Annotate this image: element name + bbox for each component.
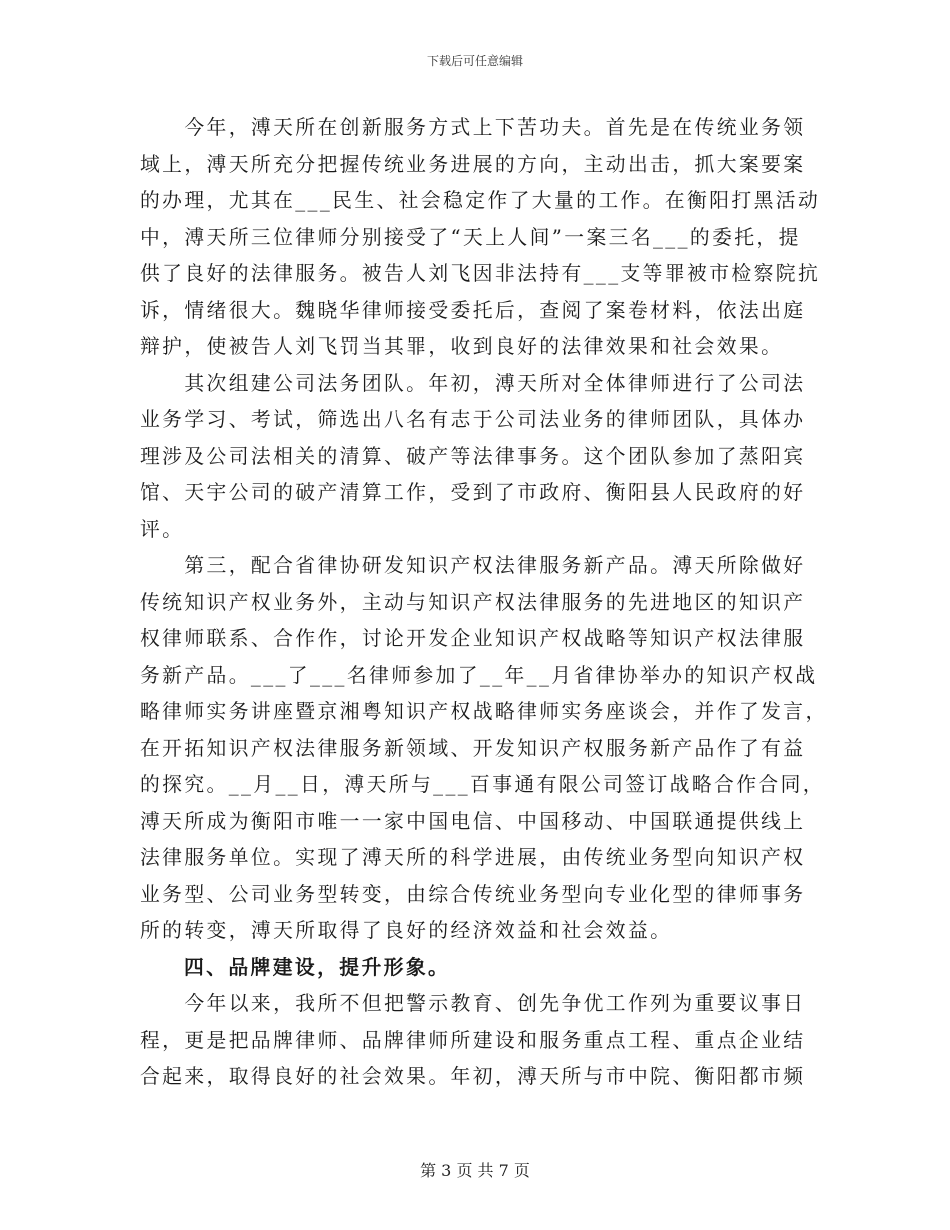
text-line: 略律师实务讲座暨京湘粤知识产权战略律师实务座谈会，并作了发言， — [140, 700, 828, 723]
text-line: 在开拓知识产权法律服务新领域、开发知识产权服务新产品作了有益 — [140, 736, 806, 760]
text-line: 辩护，使被告人刘飞罚当其罪，收到良好的法律效果和社会效果。 — [140, 335, 784, 358]
text-line: 法律服务单位。实现了溥天所的科学进展，由传统业务型向知识产权 — [140, 846, 806, 869]
section-heading: 四、品牌建设，提升形象。 — [184, 955, 451, 979]
text-line: 程，更是把品牌律师、品牌律师所建设和服务重点工程、重点企业结 — [140, 1028, 806, 1052]
page-header: 下载后可任意编辑 — [426, 54, 523, 68]
text-line: 的办理，尤其在___民生、社会稳定作了大量的工作。在衡阳打黑活动 — [140, 189, 821, 212]
document-body — [140, 110, 828, 1096]
text-line: 业务学习、考试，筛选出八名有志于公司法业务的律师团队，具体办 — [140, 408, 806, 431]
text-line: 第三，配合省律协研发知识产权法律服务新产品。溥天所除做好 — [140, 554, 806, 577]
text-line: 传统知识产权业务外，主动与知识产权法律服务的先进地区的知识产 — [140, 590, 806, 614]
text-line: 务新产品。___了___名律师参加了__年__月省律协举办的知识产权战 — [140, 663, 818, 687]
text-line: 域上，溥天所充分把握传统业务进展的方向，主动出击，抓大案要案 — [140, 152, 806, 176]
text-line: 今年，溥天所在创新服务方式上下苦功夫。首先是在传统业务领 — [140, 116, 806, 139]
text-line: 权律师联系、合作作，讨论开发企业知识产权战略等知识产权法律服 — [140, 627, 806, 650]
text-line: 理涉及公司法相关的清算、破产等法律事务。这个团队参加了蒸阳宾 — [140, 444, 806, 468]
text-line: 所的转变，溥天所取得了良好的经济效益和社会效益。 — [140, 919, 673, 942]
paragraph-legal-team — [140, 366, 806, 549]
text-line: 评。 — [140, 517, 185, 541]
text-line: 业务型、公司业务型转变，由综合传统业务型向专业化型的律师事务 — [140, 882, 806, 906]
text-line: 溥天所成为衡阳市唯一一家中国电信、中国移动、中国联通提供线上 — [140, 809, 806, 833]
text-line: 诉，情绪很大。魏晓华律师接受委托后，查阅了案卷材料，依法出庭 — [140, 298, 806, 322]
text-line: 馆、天宇公司的破产清算工作，受到了市政府、衡阳县人民政府的好 — [140, 481, 806, 504]
paragraph-innovation — [140, 110, 821, 366]
paragraph-ip-products — [140, 548, 828, 950]
paragraph-brand — [140, 986, 806, 1096]
text-line: 其次组建公司法务团队。年初，溥天所对全体律师进行了公司法 — [140, 371, 806, 395]
text-line: 的探究。__月__日，溥天所与___百事通有限公司签订战略合作合同， — [140, 773, 825, 796]
text-line: 今年以来，我所不但把警示教育、创先争优工作列为重要议事日 — [140, 992, 806, 1015]
text-line: 中，溥天所三位律师分别接受了“天上人间”一案三名___的委托，提 — [140, 225, 801, 249]
text-line: 合起来，取得良好的社会效果。年初，溥天所与市中院、衡阳都市频 — [140, 1065, 806, 1088]
page-number: 第 3 页 共 7 页 — [420, 1161, 530, 1180]
text-line: 供了良好的法律服务。被告人刘飞因非法持有___支等罪被市检察院抗 — [140, 262, 821, 285]
